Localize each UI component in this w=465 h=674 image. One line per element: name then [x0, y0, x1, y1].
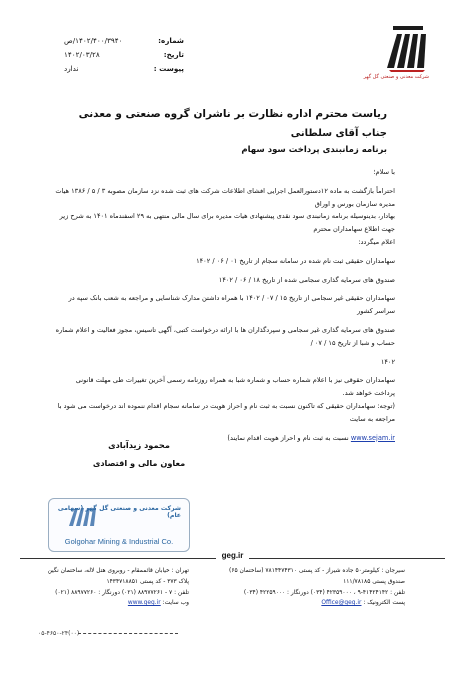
body-line-7b-text: نسبت به ثبت نام و احراز هویت اقدام نمایند) [227, 433, 349, 442]
footer-left-line-1: تهران : خیابان قائممقام - روبروی هتل لاله، ساختمان نگین [47, 568, 189, 574]
signer-name: محمود زیدآبادی [108, 440, 170, 450]
footer-right-line-1: سیرجان : کیلومتر۵۰ جاده شیراز - کد پستی ۷۸۱۴۴۷۴۳۱۰ (ساختمان ۶۵) [229, 568, 405, 574]
body-line-1b: بهادار، بدینوسیله برنامه زمانبندی سود نقدی پیشنهادی هیات مدیره برای سال مالی منتهی به ۲۹ اسفندماه ۱۴۰۱ به شرح زیر جهت اطلاع سهامداران محترم [59, 212, 395, 234]
footer-left-line-3: تلفن : ۷ - ۸۸۹۷۷۲۶۱ (۰۲۱) دورنگار : ۸۸۹۷۷۲۶۰ (۰۲۱) [55, 589, 189, 596]
sejam-link[interactable]: www.sejam.ir [350, 433, 395, 442]
body-line-7a: (توجه: سهامداران حقیقی که تاکنون نسبت به ثبت نام و احراز هویت در سامانه سجام اقدام ننموده اند درخواست می شود با مراجعه به سایت [57, 401, 395, 423]
footer-tehran-address [39, 566, 189, 609]
body-line-4: سهامداران حقیقی غیر سجامی از تاریخ ۱۵ / ۰۷ / ۱۴۰۲ با همراه داشتن مدارک شناسایی و مراجعه به شعب بانک سپه در سراسر کشور [68, 294, 395, 316]
date-label: تاریخ: [163, 50, 184, 59]
subject-line: برنامه زمانبندی پرداخت سود سهام [241, 145, 387, 155]
footer-web-link[interactable]: www.geg.ir [127, 600, 161, 607]
body-line-5b: ۱۴۰۲ [380, 357, 395, 366]
footer-website-text: geg.ir [216, 551, 250, 560]
date-value: ۱۴۰۲/۰۳/۲۸ [64, 50, 100, 59]
attachment-row [64, 62, 184, 76]
footer-web-label: وب سایت: [162, 600, 189, 607]
number-label: شماره: [158, 36, 184, 45]
stamp-english-text: Golgohar Mining & Industrial Co. [64, 537, 174, 546]
recipient-line-1: ریاست محترم اداره نظارت بر ناشران گروه صنعتی و معدنی [78, 108, 387, 120]
number-value: ۱۴۰۲/۴۰۰/۳۹۴۰/ص [64, 36, 123, 45]
attachment-label: پیوست : [153, 64, 184, 73]
attachment-value: ندارد [64, 64, 79, 73]
letter-meta [64, 34, 184, 76]
logo-caption: شرکت معدنی و صنعتی گل گهر [363, 74, 429, 80]
body-line-1c: اعلام میگردد: [358, 237, 395, 246]
footer-left-line-2: پلاک ۳۷۳ - کد پستی ۱۴۳۴۷۱۸۸۵۱ [106, 578, 189, 585]
body-line-5a: صندوق های سرمایه گذاری غیر سجامی و سپردگذاران ها با ارائه درخواست کتبی، آگهی تاسیس، مجوز فعالیت و اعلام شماره حساب و شبا از تاریخ ۱۵ / ۰۷ / [55, 325, 395, 347]
recipient-block [79, 108, 387, 155]
footer-web-row [39, 598, 189, 609]
recipient-line-2: جناب آقای سلطانی [290, 128, 387, 139]
signer-title: معاون مالی و اقتصادی [92, 458, 186, 468]
date-row [64, 48, 184, 62]
footer-website [0, 551, 465, 560]
footer-email-link[interactable]: Office@geg.ir [321, 600, 362, 607]
logo-mark-icon [385, 16, 429, 72]
letter-body [55, 166, 395, 444]
body-line-2: سهامداران حقیقی ثبت نام شده در سامانه سجام از تاریخ ۰۱ / ۰۶ / ۱۴۰۲ [196, 256, 395, 265]
stamp-persian-text: شرکت معدنی و صنعتی گل گهر (سهامی عام) [57, 505, 181, 519]
footer-sirjan-address [205, 566, 405, 609]
footer-right-line-2: صندوق پستی ۱۱۱/۷۸۱۸۵ [343, 578, 405, 585]
company-logo [363, 16, 429, 88]
body-line-3: صندوق های سرمایه گذاری سجامی شده از تاریخ ۱۸ / ۰۶ / ۱۴۰۲ [218, 275, 395, 284]
body-line-1a: احتراماً بازگشت به ماده ۱۲دستورالعمل اجرایی افشای اطلاعات شرکت های ثبت شده نزد سازمان مصوبه ۳ / ۵ / ۱۳۸۶ هیات مدیره سازمان بورس و اوراق [55, 186, 395, 208]
company-stamp [48, 498, 190, 552]
greeting: با سلام؛ [373, 168, 395, 176]
number-row [64, 34, 184, 48]
footer-right-line-3: تلفن : ۴۱۴۲۴۱۴۲-۹ ، ۴۲۳۵۹۰۰۰ (۰۳۴) دورنگار : ۴۲۲۵۹۰۰۰ (۰۳۴) [243, 589, 405, 596]
document-ref-code: ۰۵-۴۶۵۰-۲۴(۰۰) [38, 630, 80, 637]
signature-block [74, 436, 204, 472]
footer-email-label: پست الکترونیک : [363, 600, 405, 607]
ref-dash-line [78, 633, 178, 634]
body-line-6: سهامداران حقوقی نیز با اعلام شماره حساب و شماره شبا به همراه روزنامه رسمی آخرین تغییرات طی مهلت قانونی پرداخت خواهد شد. [75, 376, 395, 398]
footer-email-row [205, 598, 405, 609]
